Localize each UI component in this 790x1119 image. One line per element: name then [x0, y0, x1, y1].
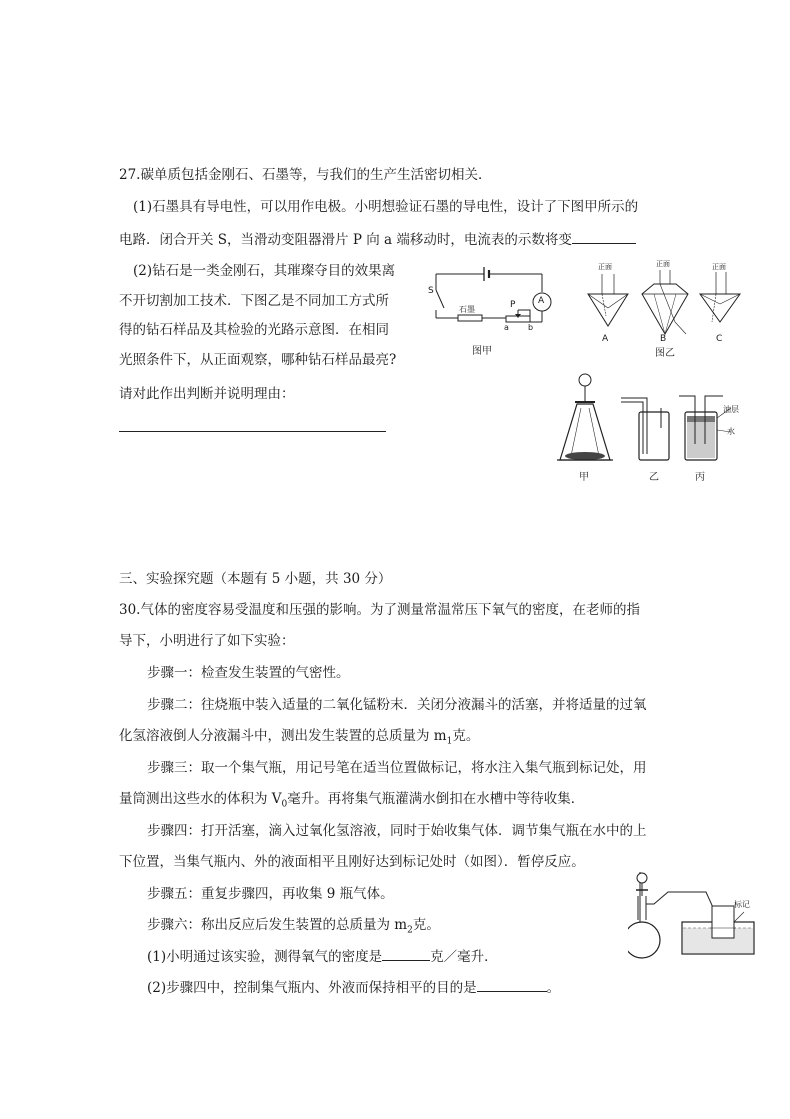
- q30-question2: [147, 977, 560, 997]
- q27-part1-line2-text: 电路．闭合开关 S，当滑动变阻器滑片 P 向 a 端移动时，电流表的示数将变: [119, 232, 572, 248]
- q30-step5: 步骤五：重复步骤四，再收集 9 瓶气体。: [147, 886, 394, 902]
- q30-step2-line1: 步骤二：往烧瓶中装入适量的二氧化锰粉末．关闭分液漏斗的活塞，并将适量的过氧: [147, 697, 647, 713]
- figure-jia-circuit: [424, 262, 584, 362]
- q30-step6-pre: 步骤六：称出反应后发生装置的总质量为 m: [147, 917, 408, 933]
- answer-blank-q27-1[interactable]: [572, 229, 636, 244]
- q30-question1-post: 克／毫升．: [430, 949, 498, 965]
- front-label-a: 正面: [598, 263, 612, 271]
- q30-step3-sub: 0: [281, 799, 288, 810]
- q30-intro-line1: 30.气体的密度容易受温度和压强的影响。为了测量常温常压下氧气的密度，在老师的指: [119, 602, 640, 618]
- figure-yi-diamonds: [580, 260, 750, 359]
- oil-layer-label: 油层: [723, 405, 739, 414]
- mark-label: 标记: [734, 900, 750, 909]
- end-b-label: b: [528, 323, 534, 332]
- q30-step6-post: 克。: [412, 917, 440, 933]
- q27-part2-line1: (2)钻石是一类金刚石，其璀璨夺目的效果离: [133, 263, 396, 279]
- switch-label: S: [428, 286, 434, 296]
- q30-intro-line2: 导下，小明进行了如下实验：: [119, 633, 295, 649]
- q30-question2-post: 。: [546, 980, 561, 996]
- apparatus-label-bing: 丙: [695, 472, 705, 483]
- q30-step4-line1: 步骤四：打开活塞，滴入过氧化氢溶液，同时于始收集气体．调节集气瓶在水中的上: [147, 823, 647, 839]
- q30-step2-line2-post: 克。: [452, 728, 480, 744]
- q27-intro: 27.碳单质包括金刚石、石墨等，与我们的生产生活密切相关．: [119, 167, 492, 183]
- q27-part1-line1: (1)石墨具有导电性，可以用作电极。小明想验证石墨的导电性，设计了下图甲所示的: [133, 199, 639, 215]
- q30-question1: [147, 946, 498, 966]
- q30-step3-line2-post: 毫升。再将集气瓶灌满水倒扣在水槽中等待收集．: [287, 791, 585, 807]
- slider-label: P: [510, 300, 516, 310]
- answer-blank-q30-2[interactable]: [477, 977, 547, 992]
- front-label-b: 正面: [656, 260, 670, 268]
- q30-step2-line2: [119, 727, 479, 751]
- apparatus-label-yi: 乙: [649, 472, 659, 483]
- water-label: 水: [727, 427, 735, 436]
- sample-label-a: A: [602, 334, 609, 344]
- section3-heading: 三、实验探究题（本题有 5 小题，共 30 分）: [119, 571, 392, 587]
- figure-jia-caption: 图甲: [472, 346, 492, 357]
- q30-step6-sub: 2: [407, 925, 413, 936]
- q27-part2-line2: 不开切割加工技术．下图乙是不同加工方式所: [119, 293, 389, 309]
- end-a-label: a: [504, 323, 509, 332]
- apparatus-label-jia: 甲: [579, 472, 589, 483]
- figure-apparatus: [555, 368, 745, 486]
- sample-label-b: B: [660, 334, 667, 344]
- q30-step2-sub: 1: [446, 736, 453, 747]
- q27-part2-line5: 请对此作出判断并说明理由：: [119, 386, 295, 402]
- q30-step4-line2: 下位置，当集气瓶内、外的液面相平且刚好达到标记处时（如图）．暂停反应。: [119, 854, 585, 870]
- q27-part1-line2: [119, 229, 636, 249]
- sample-label-c: C: [716, 334, 723, 344]
- q30-step3-line2-pre: 量筒测出这些水的体积为 V: [119, 791, 282, 807]
- graphite-label: 石墨: [459, 305, 475, 314]
- q30-question1-pre: (1)小明通过该实验，测得氧气的密度是: [147, 949, 383, 965]
- figure-gas-collection: [628, 866, 763, 962]
- q30-step3-line2: [119, 790, 584, 814]
- figure-yi-caption: 图乙: [655, 348, 675, 359]
- q30-step2-line2-pre: 化氢溶液倒人分液漏斗中，测出发生装置的总质量为 m: [119, 728, 447, 744]
- ammeter-label: A: [538, 296, 545, 306]
- q30-question2-pre: (2)步骤四中，控制集气瓶内、外液而保持相平的目的是: [147, 980, 477, 996]
- q30-step6: [147, 916, 440, 940]
- q27-part2-line4: 光照条件下，从正面观察，哪种钻石样品最亮?: [119, 352, 397, 368]
- q30-step3-line1: 步骤三：取一个集气瓶，用记号笔在适当位置做标记，将水注入集气瓶到标记处，用: [147, 760, 647, 776]
- q30-step1: 步骤一：检查发生装置的气密性。: [147, 665, 350, 681]
- answer-line-q27-2[interactable]: [119, 431, 386, 432]
- q27-part2-line3: 得的钻石样品及其检验的光路示意图．在相同: [119, 322, 389, 338]
- answer-blank-q30-1[interactable]: [382, 946, 430, 961]
- front-label-c: 正面: [712, 263, 726, 271]
